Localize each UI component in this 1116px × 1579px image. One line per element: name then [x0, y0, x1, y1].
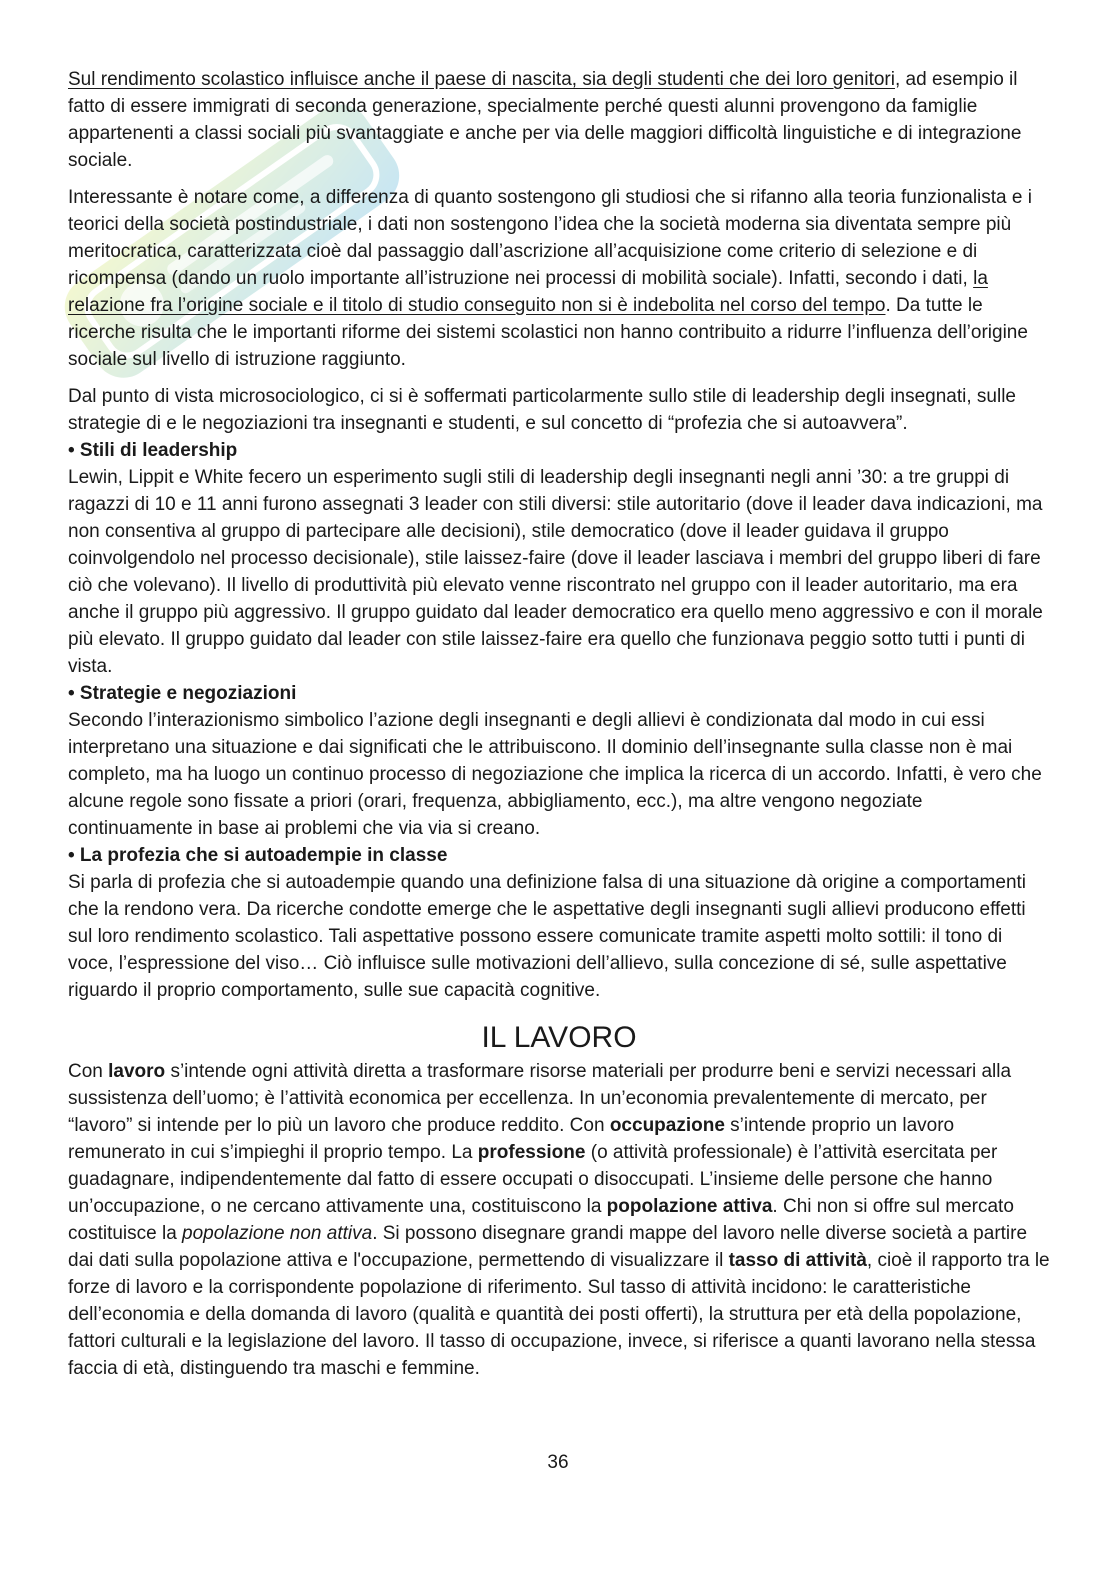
- paragraph-lavoro: [68, 1058, 1050, 1382]
- paragraph-text: . Chi non si offre sul mercato costituisce la: [68, 1196, 1014, 1244]
- section-text-leadership: Lewin, Lippit e White fecero un esperimento sugli stili di leadership degli insegnanti negli anni ’30: a tre gruppi di ragazzi di 10 e 11 anni furono assegnati 3 leader con stili diversi: stile autoritario (dove il leader dava indicazioni, ma non consentiva al gruppo di partecipare alle decisioni), stile democratico (dove il leader guidava il gruppo coinvolgendolo nel processo decisionale), stile laissez-faire (dove il leader lasciava i membri del gruppo liberi di fare ciò che volevano). Il livello di produttività più elevato venne riscontrato nel gruppo con il leader autoritario, ma era anche il gruppo più aggressivo. Il gruppo guidato dal leader democratico era quello meno aggressivo e con il morale più elevato. Il gruppo guidato dal leader con stile laissez-faire era quello che funzionava peggio sotto tutti i punti di vista.: [68, 467, 1043, 677]
- term-tasso-di-attivita: tasso di attività: [728, 1250, 867, 1271]
- paragraph-meritocrazia: [68, 184, 1050, 373]
- term-popolazione-attiva: popolazione attiva: [606, 1196, 773, 1217]
- paragraph-text: s’intende ogni attività diretta a trasformare risorse materiali per produrre beni e servizi necessari alla sussistenza dell’uomo; è l’attività economica per eccellenza. In un’economia prevalentemente di mercato, per “lavoro” si intende per lo più un lavoro che produce reddito. Con: [68, 1061, 1012, 1136]
- paragraph-text: , cioè il rapporto tra le forze di lavoro e la corrispondente popolazione di riferimento. Sul tasso di attività incidono: le caratteristiche dell’economia e della domanda di lavoro (qualità e quantità dei posti offerti), la struttura per età della popolazione, fattori culturali e la legislazione del lavoro. Il tasso di occupazione, invece, si riferisce a quanti lavorano nella stessa faccia di età, distinguendo tra maschi e femmine.: [68, 1250, 1050, 1379]
- paragraph-text: . Si possono disegnare grandi mappe del lavoro nelle diverse società a partire dai dati sulla popolazione attiva e l'occupazione, permettendo di visualizzare il: [68, 1223, 1028, 1271]
- underlined-text: la relazione fra l’origine sociale e il titolo di studio conseguito non si è indebolita nel corso del tempo: [68, 268, 988, 316]
- paragraph-text: Con: [68, 1061, 109, 1082]
- paragraph-microsociologia: Dal punto di vista microsociologico, ci si è soffermati particolarmente sullo stile di leadership degli insegnati, sulle strategie di e le negoziazioni tra insegnanti e studenti, e sul concetto di “profezia che si autoavvera”.: [68, 386, 1016, 434]
- page-number: 36: [547, 1452, 569, 1473]
- chapter-title: IL LAVORO: [481, 1021, 637, 1054]
- paragraph-text: Interessante è notare come, a differenza di quanto sostengono gli studiosi che si rifanno alla teoria funzionalista e i teorici della società postindustriale, i dati non sostengono l’idea che la società moderna sia diventata sempre più meritocratica, caratterizzata cioè dal passaggio dall’ascrizione all’acquisizione come criterio di selezione e di ricompensa (dando un ruolo importante all’istruzione nei processi di mobilità sociale). Infatti, secondo i dati,: [68, 187, 1032, 289]
- section-title-leadership: • Stili di leadership: [68, 440, 238, 461]
- paragraph-text: , ad esempio il fatto di essere immigrati di seconda generazione, specialmente perché questi alunni provengono da famiglie appartenenti a classi sociali più svantaggiate e anche per via delle maggiori difficoltà linguistiche e di integrazione sociale.: [68, 69, 1022, 171]
- underlined-text: Sul rendimento scolastico influisce anche il paese di nascita, sia degli studenti che dei loro genitori: [68, 69, 895, 90]
- section-text-strategie: Secondo l’interazionismo simbolico l’azione degli insegnanti e degli allievi è condizionata dal modo in cui essi interpretano una situazione e dai significati che le attribuiscono. Il dominio dell’insegnante sulla classe non è mai completo, ma ha luogo un continuo processo di negoziazione che implica la ricerca di un accordo. Infatti, è vero che alcune regole sono fissate a priori (orari, frequenza, abbigliamento, ecc.), ma altre vengono negoziate continuamente in base ai problemi che via via si creano.: [68, 710, 1042, 839]
- term-lavoro: lavoro: [108, 1061, 166, 1082]
- paragraph-text: (o attività professionale) è l’attività esercitata per guadagnare, indipendentemente dal fatto di essere occupati o disoccupati. L’insieme delle persone che hanno un’occupazione, o ne cercano attivamente una, costituiscono la: [68, 1142, 998, 1217]
- section-title-profezia: • La profezia che si autoadempie in classe: [68, 845, 448, 866]
- paragraph-rendimento: [68, 66, 1050, 174]
- document-body: [68, 66, 1050, 1382]
- paragraph-text: s’intende proprio un lavoro remunerato in cui s’impieghi il proprio tempo. La: [68, 1115, 955, 1163]
- term-professione: professione: [477, 1142, 586, 1163]
- section-title-strategie: • Strategie e negoziazioni: [68, 683, 297, 704]
- term-occupazione: occupazione: [609, 1115, 725, 1136]
- term-popolazione-non-attiva: popolazione non attiva: [182, 1223, 373, 1244]
- paragraph-text: . Da tutte le ricerche risulta che le importanti riforme dei sistemi scolastici non hanno contribuito a ridurre l’influenza dell’origine sociale sul livello di istruzione raggiunto.: [68, 295, 1028, 370]
- section-text-profezia: Si parla di profezia che si autoadempie quando una definizione falsa di una situazione dà origine a comportamenti che la rendono vera. Da ricerche condotte emerge che le aspettative degli insegnanti sugli allievi producono effetti sul loro rendimento scolastico. Tali aspettative possono essere comunicate tramite aspetti molto sottili: il tono di voce, l’espressione del viso… Ciò influisce sulle motivazioni dell’allievo, sulla concezione di sé, sulle aspettative riguardo il proprio comportamento, sulle sue capacità cognitive.: [68, 872, 1027, 1001]
